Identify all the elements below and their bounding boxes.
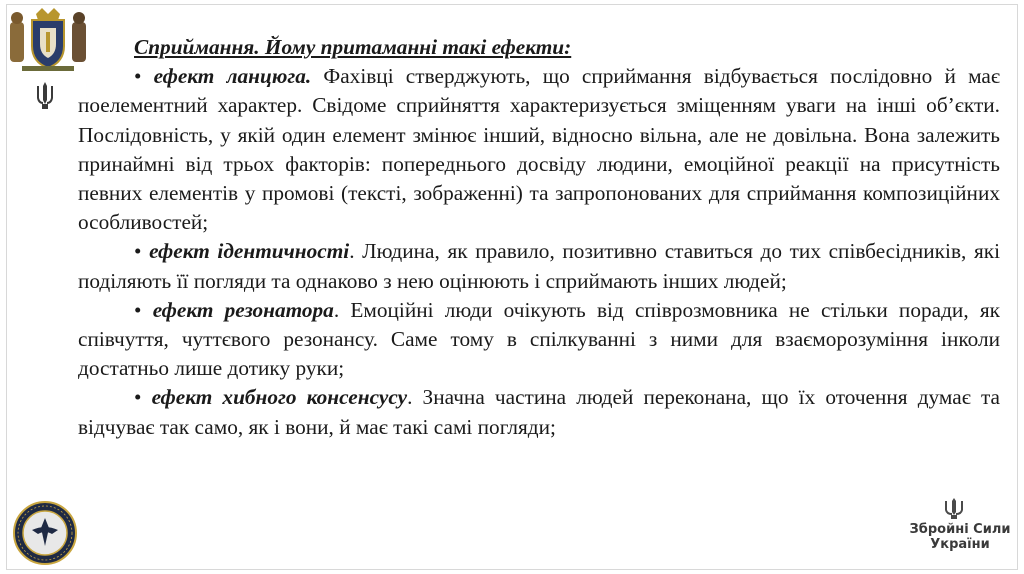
list-item-false-consensus-effect	[78, 383, 1000, 441]
description-false-consensus-effect: . Значна частина людей переконана, що їх оточення думає та відчуває так само, як і вони, й має такі самі погляди;	[78, 385, 1000, 439]
bullet: •	[134, 239, 142, 264]
list-item-chain-effect	[78, 62, 1000, 237]
armed-forces-trident-icon	[944, 498, 964, 520]
slide-heading: Сприймання. Йому притаманні такі ефекти:	[134, 35, 572, 59]
list-item-resonator-effect	[78, 296, 1000, 384]
term-chain-effect: ефект ланцюга.	[153, 64, 312, 89]
coat-of-arms-icon	[8, 8, 88, 74]
bullet: •	[134, 385, 142, 410]
bullet: •	[134, 64, 142, 89]
list-item-identity-effect	[78, 237, 1000, 295]
term-identity-effect: ефект ідентичності	[149, 239, 350, 264]
armed-forces-label	[904, 522, 1016, 552]
description-resonator-effect: . Емоційні люди очікують від співрозмовника не стільки поради, як співчуття, чуттєвого резонансу. Саме тому в спілкуванні з ними для взаєморозуміння інколи достатньо лише дотику руки;	[78, 297, 1001, 381]
trident-icon	[36, 82, 54, 110]
armed-forces-label-line2: України	[930, 537, 990, 552]
armed-forces-label-line1: Збройні Сили	[909, 522, 1011, 537]
department-seal-icon	[12, 500, 78, 566]
term-false-consensus-effect: ефект хибного консенсусу	[151, 385, 408, 410]
slide-content	[78, 33, 1000, 442]
bullet: •	[134, 297, 142, 322]
term-resonator-effect: ефект резонатора	[152, 297, 334, 322]
description-identity-effect: . Людина, як правило, позитивно ставиться до тих співбесідників, які поділяють її погляди та однаково з нею оцінюють і сприймають інших людей;	[78, 239, 1001, 293]
description-chain-effect: Фахівці стверджують, що сприймання відбувається послідовно й має поелементний характер. Свідоме сприйняття характеризується зміщенням уваги на інші об’єкти. Послідовність, у якій один елемент змінює інший, відносно вільна, але не довільна. Вона залежить принаймні від трьох факторів: попереднього досвіду людини, емоційної реакції на присутність певних елементів у промові (тексті, зображенні) та запропонованих для сприймання композиційних особливостей;	[78, 64, 1000, 235]
